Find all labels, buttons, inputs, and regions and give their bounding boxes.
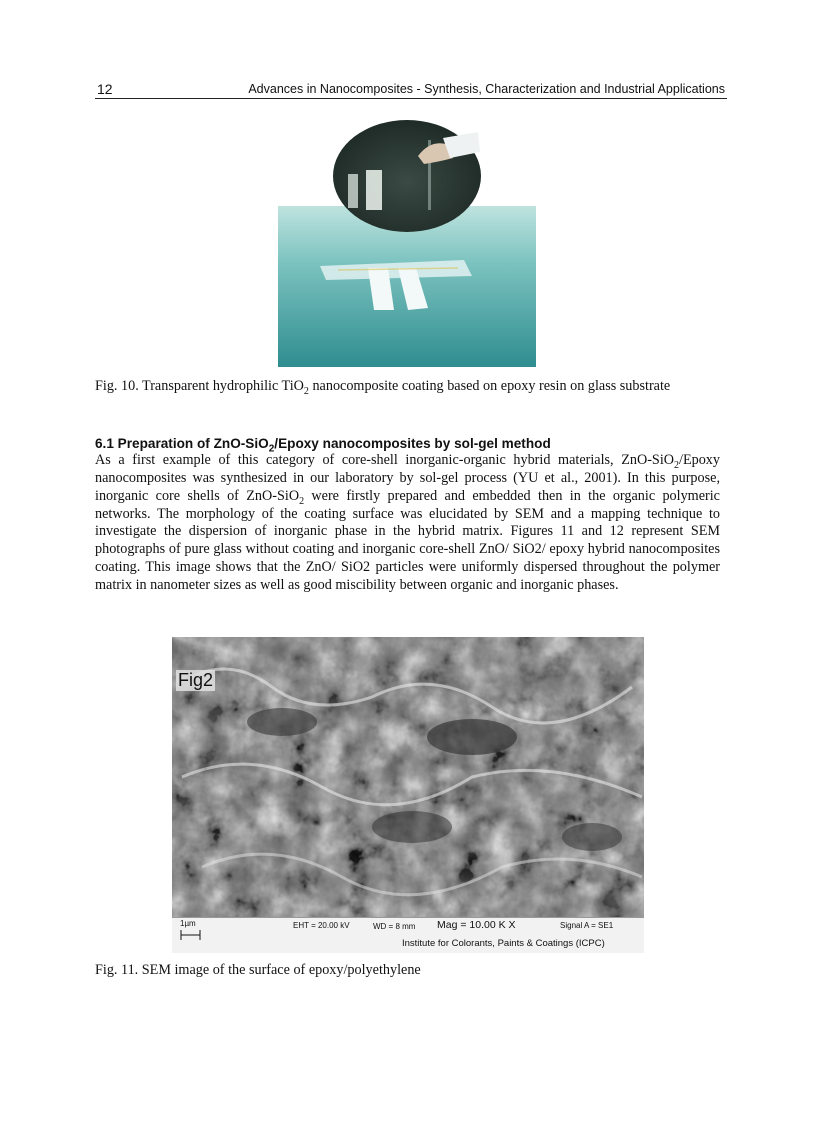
wd-value: WD = 8 mm bbox=[373, 922, 416, 931]
figure-11-sem-image bbox=[172, 637, 644, 953]
figure-10-caption: Fig. 10. Transparent hydrophilic TiO$_2$ nanocomposite coating based on epoxy resin on glass substrate bbox=[95, 378, 671, 397]
signal-value: Signal A = SE1 bbox=[560, 921, 614, 930]
coating-photo bbox=[278, 118, 536, 367]
running-title: Advances in Nanocomposites - Synthesis, Characterization and Industrial Applications bbox=[248, 82, 725, 96]
figure-10-image bbox=[278, 118, 536, 367]
figure-11-caption: Fig. 11. SEM image of the surface of epoxy/polyethylene bbox=[95, 962, 421, 978]
page-number: 12 bbox=[97, 81, 113, 97]
page-header bbox=[95, 80, 727, 99]
figure-label: Fig2 bbox=[178, 670, 214, 690]
mag-value: Mag = 10.00 K X bbox=[437, 919, 516, 931]
scale-bar bbox=[180, 930, 202, 940]
sem-info-bar bbox=[172, 917, 644, 953]
scale-label: 1µm bbox=[180, 919, 196, 928]
eht-value: EHT = 20.00 kV bbox=[293, 921, 350, 930]
section-heading: 6.1 Preparation of ZnO-SiO$_2$/Epoxy nanocomposites by sol-gel method bbox=[95, 436, 551, 455]
sem-micrograph bbox=[172, 637, 644, 917]
body-paragraph: As a first example of this category of core-shell inorganic-organic hybrid materials, ZnO-SiO$_2$/Epoxy nanocomposites was synthesized in our laboratory by sol-gel process (YU et al., 2001). In this purpose, inorganic core shells of ZnO-SiO$_2$ were firstly prepared and embedded then in the organic polymeric networks. The morphology of the coating surface was elucidated by SEM and a mapping technique to investigate the dispersion of inorganic phase in the hybrid matrix. Figures 11 and 12 represent SEM photographs of pure glass without coating and inorganic core-shell ZnO/ SiO2/ epoxy hybrid nanocomposites coating. This image shows that the ZnO/ SiO2 particles were uniformly dispersed throughout the polymer matrix in nanometer sizes as well as good miscibility between organic and inorganic phases. bbox=[95, 452, 720, 593]
institute-name: Institute for Colorants, Paints & Coatings (ICPC) bbox=[402, 938, 605, 949]
